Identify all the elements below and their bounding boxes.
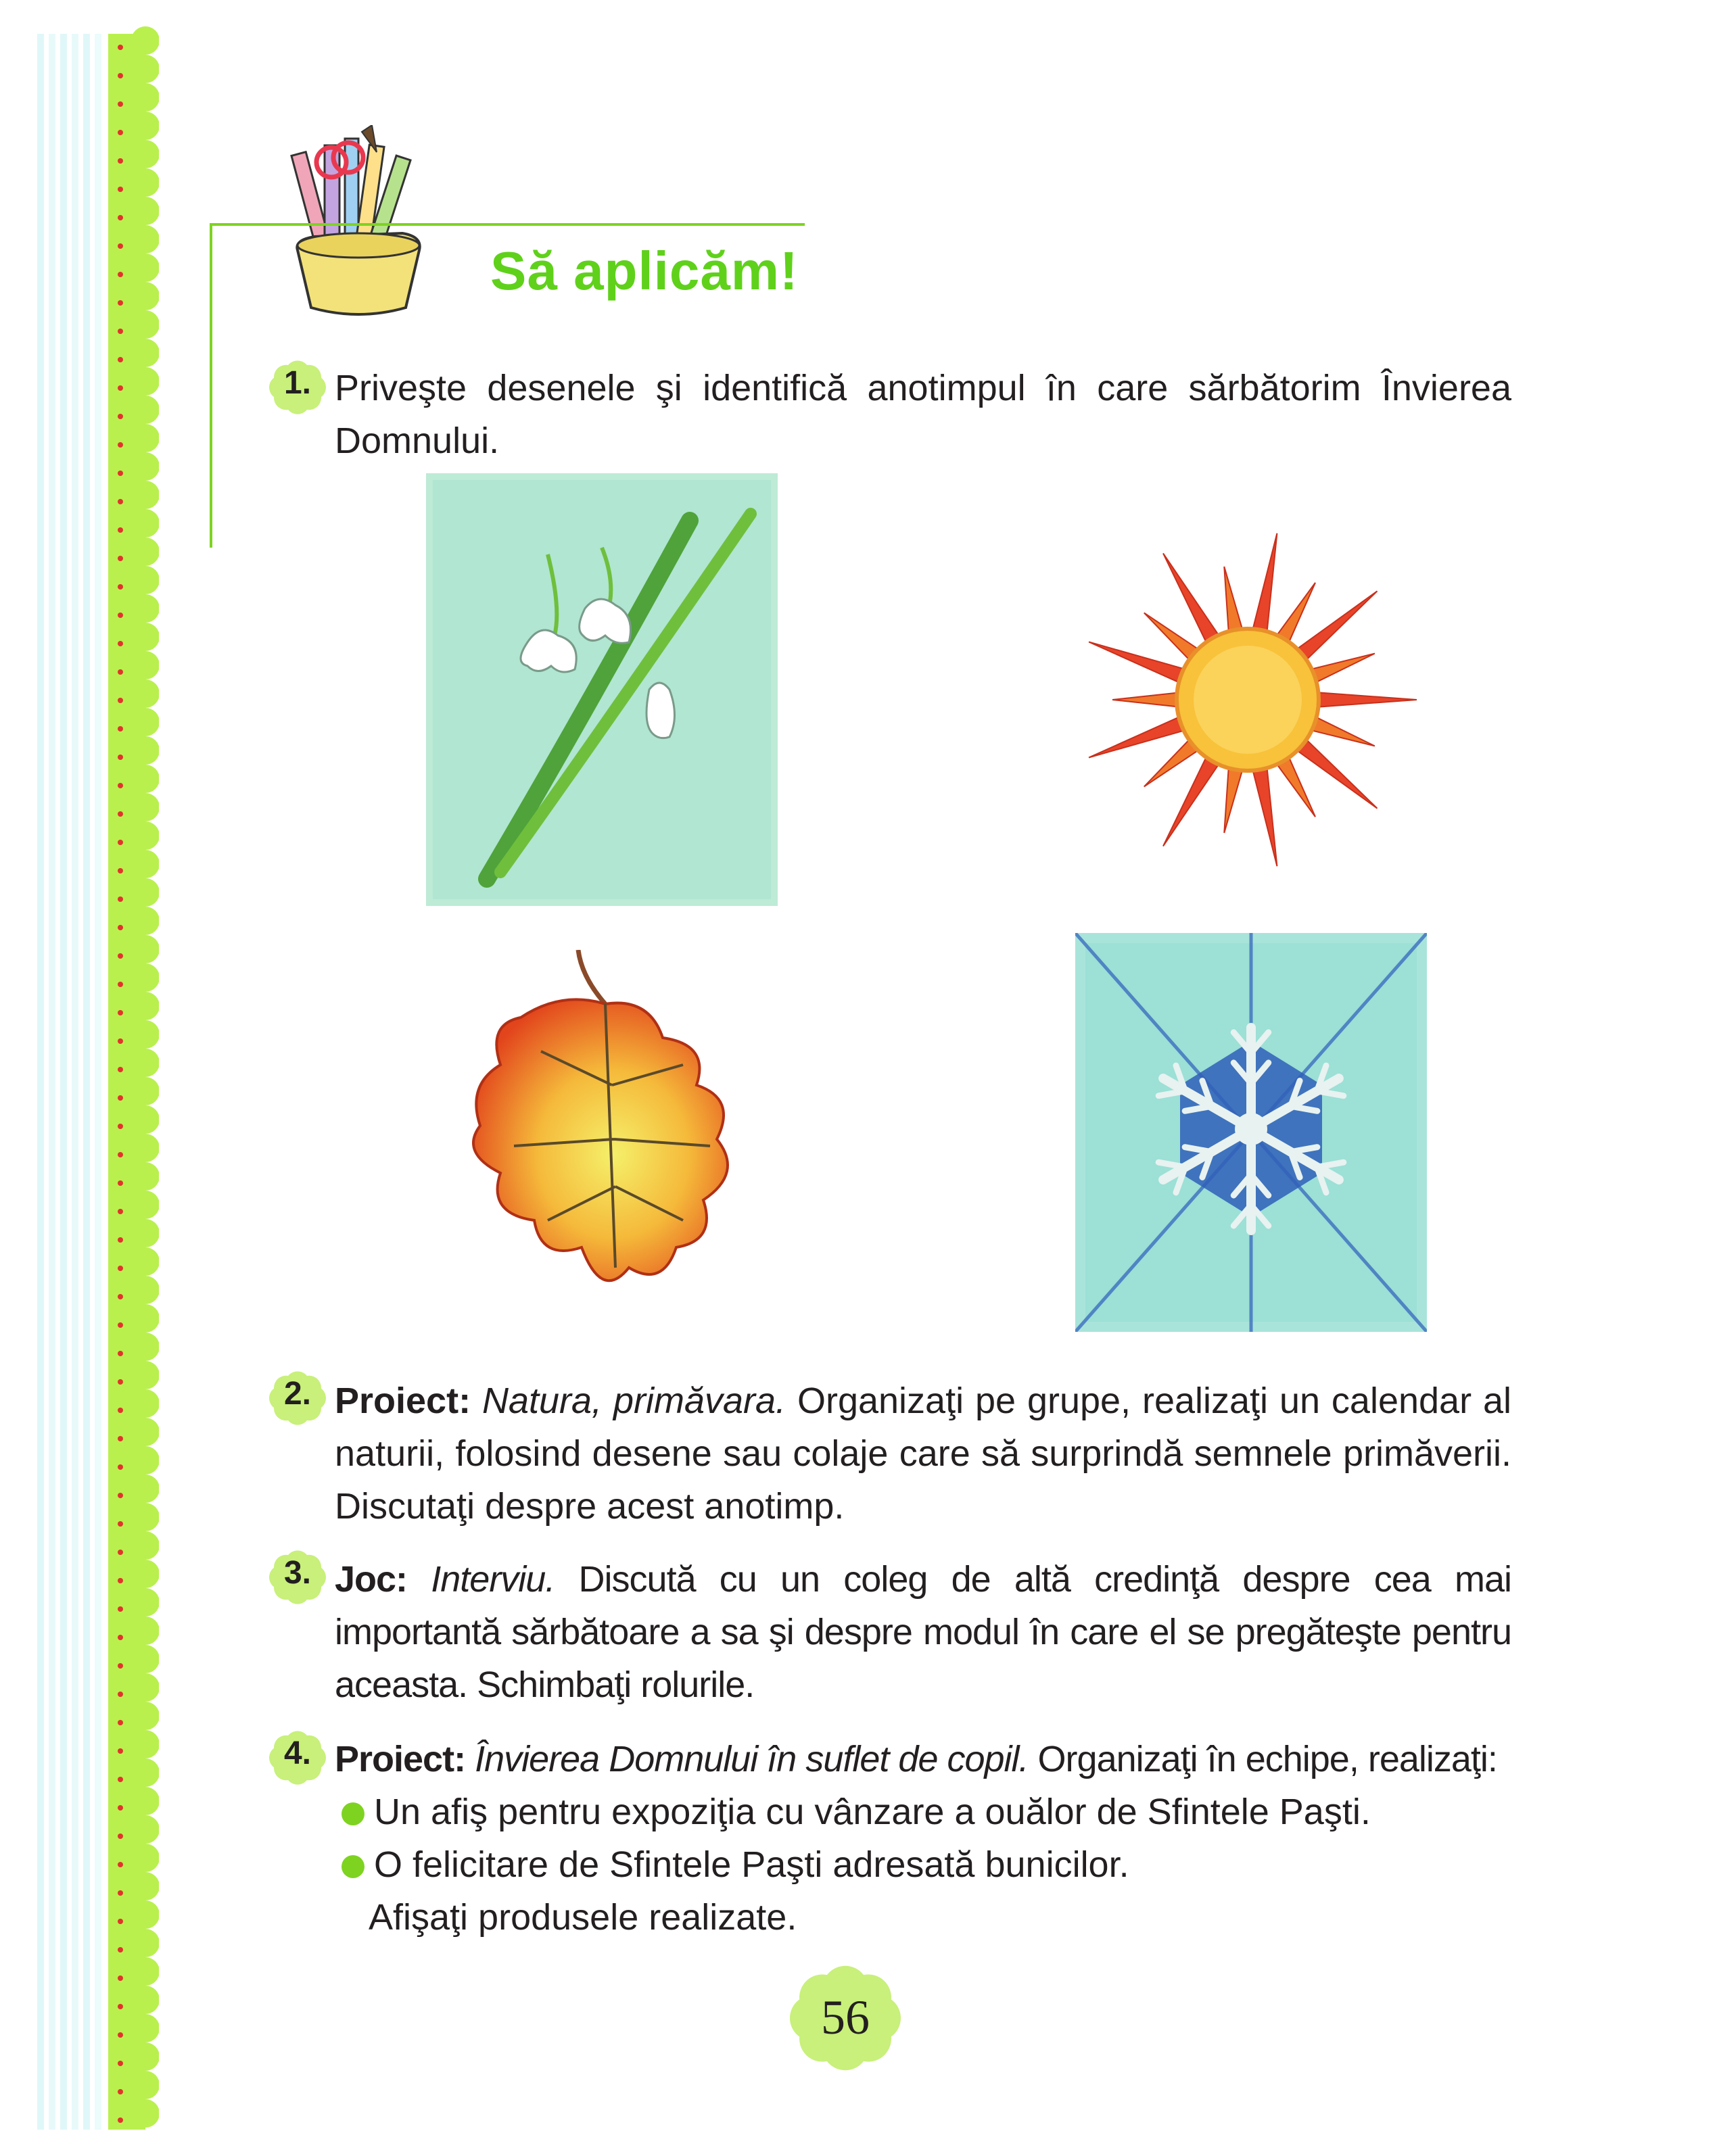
decorative-side-strip bbox=[0, 0, 159, 2156]
exercise-3-number: 3. bbox=[283, 1555, 312, 1591]
exercise-1-text: Priveşte desenele şi identifică anotimpul în care sărbătorim Învierea Domnului. bbox=[335, 368, 1511, 461]
bullet-text: Un afiş pentru expoziţia cu vânzare a ouălor de Sfintele Paşti. bbox=[374, 1792, 1371, 1832]
exercise-2-badge bbox=[260, 1366, 335, 1431]
exercise-3-body: Discută cu un coleg de altă credinţă despre cea mai importantă sărbătoare a sa şi despre modul în care el se pregăteşte pentru aceasta. Schimbaţi rolurile. bbox=[335, 1559, 1511, 1705]
exercise-1-badge bbox=[260, 355, 335, 420]
exercise-2-topic: Natura, primăvara. bbox=[481, 1381, 786, 1421]
exercise-4-body: Organizaţi în echipe, realizaţi: bbox=[1028, 1739, 1497, 1779]
exercise-4-text bbox=[335, 1733, 1511, 1786]
exercise-2-number: 2. bbox=[283, 1376, 312, 1412]
pencil-cup-icon bbox=[260, 125, 456, 318]
exercise-4-number: 4. bbox=[283, 1735, 312, 1771]
exercise-4-bullet-1 bbox=[342, 1786, 1371, 1838]
exercise-2-label: Proiect: bbox=[335, 1381, 471, 1421]
header-vertical-rule bbox=[210, 223, 212, 548]
exercise-4-closing: Afişaţi produsele realizate. bbox=[369, 1897, 797, 1938]
bullet-text: O felicitare de Sfintele Paşti adresată bunicilor. bbox=[374, 1844, 1129, 1885]
autumn-leaf-drawing bbox=[460, 950, 744, 1328]
exercise-4-bullet-2 bbox=[342, 1838, 1129, 1891]
exercise-4-badge bbox=[260, 1725, 335, 1790]
exercise-3-badge bbox=[260, 1545, 335, 1610]
exercise-3-text bbox=[335, 1553, 1511, 1711]
section-title: Să aplicăm! bbox=[490, 241, 799, 301]
bullet-dot-icon bbox=[342, 1855, 364, 1878]
exercise-2-text bbox=[335, 1374, 1511, 1533]
exercise-4-topic: Învierea Domnului în suflet de copil. bbox=[475, 1739, 1029, 1779]
exercise-3-topic: Interviu. bbox=[431, 1559, 555, 1600]
page-number: 56 bbox=[821, 1990, 870, 2044]
header-rule bbox=[210, 223, 805, 226]
bullet-dot-icon bbox=[342, 1802, 364, 1825]
exercise-4-label: Proiect: bbox=[335, 1739, 466, 1779]
sun-drawing bbox=[1075, 527, 1420, 872]
snowdrop-drawing bbox=[426, 473, 778, 906]
exercise-2-body: Organizaţi pe grupe, realizaţi un calendar al naturii, folosind desene sau colaje care să surprindă semnele primăverii. Discutaţi despre acest anotimp. bbox=[335, 1381, 1511, 1527]
exercise-3-label: Joc: bbox=[335, 1559, 408, 1600]
snowflake-drawing bbox=[1075, 933, 1427, 1332]
exercise-1-number: 1. bbox=[283, 365, 312, 401]
page-number-badge bbox=[778, 1957, 913, 2079]
